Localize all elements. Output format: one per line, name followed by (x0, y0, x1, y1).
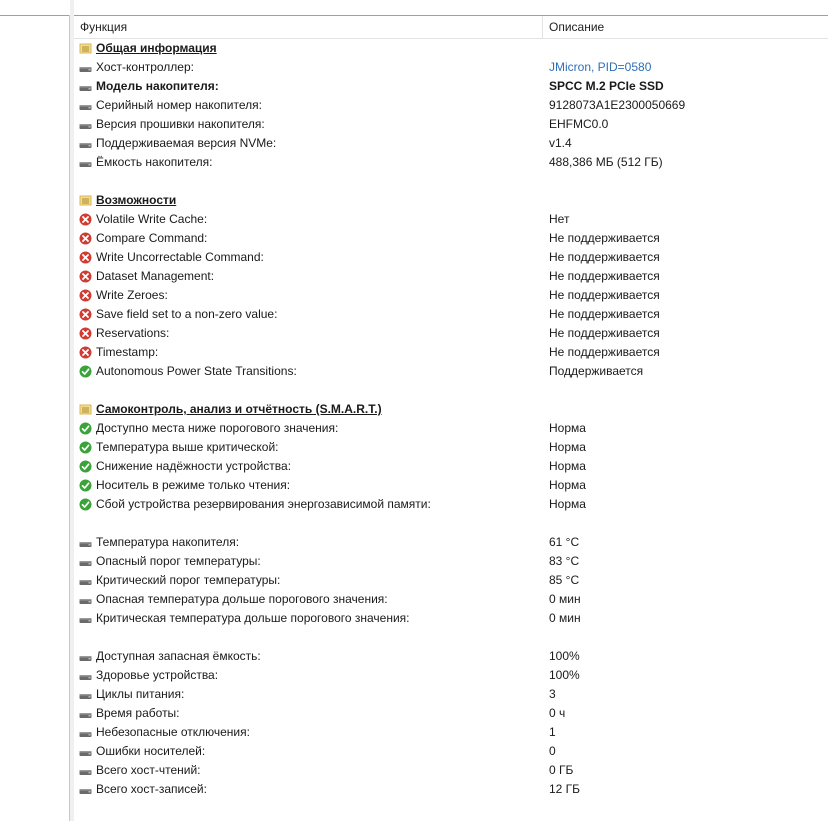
feature-value: 0 мин (549, 592, 581, 606)
list-item[interactable] (74, 704, 828, 723)
feature-value: Не поддерживается (549, 250, 660, 264)
list-item[interactable] (74, 552, 828, 571)
feature-label: Reservations: (96, 326, 170, 340)
feature-value: Не поддерживается (549, 269, 660, 283)
navigation-pane (0, 0, 70, 821)
feature-value: 83 °C (549, 554, 580, 568)
feature-label: Время работы: (96, 706, 180, 720)
section-header-row[interactable] (74, 400, 828, 419)
list-item[interactable] (74, 362, 828, 381)
feature-label: Доступная запасная ёмкость: (96, 649, 261, 663)
drive-icon (79, 669, 92, 682)
list-item[interactable] (74, 761, 828, 780)
drive-icon (79, 99, 92, 112)
list-rows (74, 39, 828, 799)
error-icon (79, 270, 92, 283)
feature-value: Норма (549, 478, 586, 492)
nav-pane-border (0, 15, 70, 16)
list-header (74, 16, 828, 39)
list-item[interactable] (74, 324, 828, 343)
list-item[interactable] (74, 248, 828, 267)
value-link[interactable]: JMicron, PID=0580 (549, 60, 652, 74)
feature-value: SPCC M.2 PCIe SSD (549, 79, 664, 93)
folder-icon (79, 194, 92, 207)
error-icon (79, 213, 92, 226)
feature-label: Снижение надёжности устройства: (96, 459, 292, 473)
folder-icon (79, 403, 92, 416)
list-item[interactable] (74, 571, 828, 590)
feature-label: Опасная температура дольше порогового значения: (96, 592, 388, 606)
feature-label: Всего хост-записей: (96, 782, 207, 796)
drive-icon (79, 707, 92, 720)
section-header-row[interactable] (74, 39, 828, 58)
feature-label: Compare Command: (96, 231, 208, 245)
list-item[interactable] (74, 96, 828, 115)
feature-label: Критическая температура дольше порогового значения: (96, 611, 410, 625)
column-header-description[interactable]: Описание (549, 20, 605, 34)
blank-row (74, 514, 828, 533)
list-item[interactable] (74, 590, 828, 609)
feature-value: 3 (549, 687, 556, 701)
feature-value: v1.4 (549, 136, 572, 150)
feature-value: Не поддерживается (549, 326, 660, 340)
feature-label: Write Uncorrectable Command: (96, 250, 264, 264)
check-icon (79, 479, 92, 492)
list-item[interactable] (74, 742, 828, 761)
drive-icon (79, 593, 92, 606)
feature-value: 100% (549, 668, 580, 682)
list-item[interactable] (74, 533, 828, 552)
drive-icon (79, 80, 92, 93)
feature-label: Доступно места ниже порогового значения: (96, 421, 339, 435)
feature-label: Всего хост-чтений: (96, 763, 201, 777)
feature-label: Save field set to a non-zero value: (96, 307, 278, 321)
column-header-feature[interactable]: Функция (74, 16, 543, 38)
section-title: Возможности (96, 193, 177, 207)
feature-value: Не поддерживается (549, 307, 660, 321)
list-item[interactable] (74, 286, 828, 305)
feature-label: Timestamp: (96, 345, 159, 359)
feature-value: 488,386 МБ (512 ГБ) (549, 155, 663, 169)
list-item[interactable] (74, 457, 828, 476)
drive-icon (79, 118, 92, 131)
feature-label: Ёмкость накопителя: (96, 155, 213, 169)
list-item[interactable] (74, 609, 828, 628)
feature-label: Носитель в режиме только чтения: (96, 478, 291, 492)
folder-icon (79, 42, 92, 55)
feature-value: EHFMC0.0 (549, 117, 609, 131)
feature-value: 1 (549, 725, 556, 739)
drive-icon (79, 574, 92, 587)
list-item[interactable] (74, 115, 828, 134)
list-item[interactable] (74, 495, 828, 514)
list-item[interactable] (74, 685, 828, 704)
section-header-row[interactable] (74, 191, 828, 210)
drive-icon (79, 536, 92, 549)
blank-row (74, 172, 828, 191)
list-item[interactable] (74, 77, 828, 96)
feature-value: Не поддерживается (549, 288, 660, 302)
feature-label: Модель накопителя: (96, 79, 219, 93)
error-icon (79, 346, 92, 359)
feature-value: 100% (549, 649, 580, 663)
feature-label: Autonomous Power State Transitions: (96, 364, 297, 378)
feature-value: Норма (549, 440, 586, 454)
error-icon (79, 327, 92, 340)
drive-icon (79, 650, 92, 663)
check-icon (79, 441, 92, 454)
feature-label: Циклы питания: (96, 687, 185, 701)
feature-value: Норма (549, 459, 586, 473)
feature-label: Write Zeroes: (96, 288, 168, 302)
list-item[interactable] (74, 305, 828, 324)
blank-row (74, 628, 828, 647)
list-item[interactable] (74, 438, 828, 457)
feature-value: 12 ГБ (549, 782, 581, 796)
drive-icon (79, 137, 92, 150)
drive-icon (79, 726, 92, 739)
feature-label: Температура накопителя: (96, 535, 240, 549)
feature-label: Хост-контроллер: (96, 60, 194, 74)
list-item[interactable] (74, 647, 828, 666)
feature-label: Dataset Management: (96, 269, 215, 283)
feature-value: 0 ГБ (549, 763, 574, 777)
feature-value: Норма (549, 497, 586, 511)
feature-value: Норма (549, 421, 586, 435)
list-item[interactable] (74, 419, 828, 438)
feature-label: Сбой устройства резервирования энергозависимой памяти: (96, 497, 431, 511)
details-list (74, 15, 828, 822)
check-icon (79, 365, 92, 378)
list-item[interactable] (74, 476, 828, 495)
feature-value: 85 °C (549, 573, 580, 587)
list-item[interactable] (74, 666, 828, 685)
drive-icon (79, 612, 92, 625)
check-icon (79, 460, 92, 473)
feature-value: 0 (549, 744, 556, 758)
drive-icon (79, 745, 92, 758)
list-item[interactable] (74, 134, 828, 153)
feature-value: Не поддерживается (549, 231, 660, 245)
feature-label: Серийный номер накопителя: (96, 98, 262, 112)
error-icon (79, 308, 92, 321)
list-item[interactable] (74, 58, 828, 77)
feature-label: Версия прошивки накопителя: (96, 117, 265, 131)
error-icon (79, 232, 92, 245)
drive-icon (79, 783, 92, 796)
list-item[interactable] (74, 267, 828, 286)
list-item[interactable] (74, 343, 828, 362)
feature-value: 0 ч (549, 706, 566, 720)
feature-value: 9128073A1E2300050669 (549, 98, 686, 112)
feature-label: Температура выше критической: (96, 440, 279, 454)
list-item[interactable] (74, 153, 828, 172)
feature-label: Здоровье устройства: (96, 668, 219, 682)
feature-label: Volatile Write Cache: (96, 212, 208, 226)
feature-label: Ошибки носителей: (96, 744, 206, 758)
list-item[interactable] (74, 723, 828, 742)
drive-icon (79, 555, 92, 568)
list-item[interactable] (74, 780, 828, 799)
error-icon (79, 289, 92, 302)
feature-label: Поддерживаемая версия NVMe: (96, 136, 277, 150)
section-title: Самоконтроль, анализ и отчётность (S.M.A.R.T.) (96, 402, 382, 416)
drive-icon (79, 156, 92, 169)
blank-row (74, 381, 828, 400)
list-item[interactable] (74, 229, 828, 248)
check-icon (79, 422, 92, 435)
feature-label: Критический порог температуры: (96, 573, 281, 587)
error-icon (79, 251, 92, 264)
drive-icon (79, 764, 92, 777)
check-icon (79, 498, 92, 511)
list-item[interactable] (74, 210, 828, 229)
feature-value: Поддерживается (549, 364, 644, 378)
feature-value: Не поддерживается (549, 345, 660, 359)
feature-label: Небезопасные отключения: (96, 725, 250, 739)
feature-label: Опасный порог температуры: (96, 554, 261, 568)
feature-value: 61 °C (549, 535, 580, 549)
drive-icon (79, 688, 92, 701)
feature-value: 0 мин (549, 611, 581, 625)
section-title: Общая информация (96, 41, 217, 55)
feature-value: Нет (549, 212, 570, 226)
drive-icon (79, 61, 92, 74)
